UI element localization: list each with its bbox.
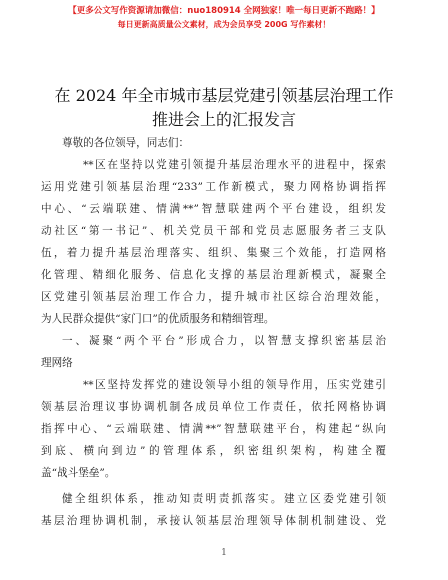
salutation-line: 尊敬的各位领导，同志们： (62, 137, 190, 149)
title-line2: 推进会上的汇报发言 (151, 110, 296, 129)
document-body (41, 132, 386, 532)
paragraph-line: 到底、横向到边”的管理体系，织密组织架构，构建全覆 (41, 445, 386, 457)
paragraph-intro-cont (41, 176, 386, 330)
paragraph-line: 运用党建引领基层治理“233”工作新模式，聚力网格协调指挥 (41, 181, 386, 193)
promo-banner-line1: 【更多公文写作资源请加微信：nuo180914 全网独家！唯一每日更新不跑路！】 (68, 6, 380, 16)
section-heading-line: 一、凝聚“两个平台”形成合力，以智慧支撑织密基层治 (62, 335, 386, 347)
paragraph-line: 指挥中心、“云端联建、情满**”智慧联建平台，构建起“纵向 (41, 423, 386, 435)
paragraph-line: 基层治理协调机制，承接认领基层治理领导体制机制建设、党 (41, 515, 386, 527)
section-heading-1-cont (41, 352, 386, 374)
paragraph-line: 化管理、精细化服务、信息化支撑的基层治理新模式，凝聚全 (41, 269, 386, 281)
paragraph-line: 动社区“第一书记”、机关党员干部和党员志愿服务者三支队 (41, 225, 386, 237)
promo-banner (0, 4, 448, 32)
salutation (62, 132, 386, 154)
page-number: 1 (221, 548, 227, 558)
paragraph-intro (62, 154, 386, 176)
paragraph-line: 区党建引领基层治理工作合力，提升城市社区综合治理效能， (41, 291, 386, 303)
paragraph-organization-cont (41, 510, 386, 532)
paragraph-line: 健全组织体系，推动知责明责抓落实。建立区委党建引领 (62, 493, 386, 505)
title-line1: 在 2024 年全市城市基层党建引领基层治理工作 (54, 86, 394, 105)
paragraph-organization (62, 488, 386, 510)
paragraph-leadership-cont (41, 396, 386, 484)
section-heading-1 (62, 330, 386, 352)
paragraph-line: 为人民群众提供“家门口”的优质服务和精细管理。 (41, 313, 275, 325)
paragraph-line: 盖“战斗堡垒”。 (41, 467, 116, 479)
document-title (0, 84, 448, 132)
paragraph-line: **区坚持发挥党的建设领导小组的领导作用，压实党建引 (83, 379, 386, 391)
paragraph-line: 伍，着力提升基层治理落实、组织、集聚三个效能，打造网格 (41, 247, 386, 259)
paragraph-line: 中心、“云端联建、情满**”智慧联建两个平台建设，组织发 (41, 203, 386, 215)
promo-banner-line2: 每日更新高质量公文素材，成为会员享受 200G 写作素材！ (117, 20, 331, 29)
section-heading-line: 理网络 (41, 357, 73, 369)
paragraph-leadership (62, 374, 386, 396)
paragraph-line: **区在坚持以党建引领提升基层治理水平的进程中，探索 (83, 159, 386, 171)
paragraph-line: 领基层治理议事协调机制各成员单位工作责任，依托网格协调 (41, 401, 386, 413)
